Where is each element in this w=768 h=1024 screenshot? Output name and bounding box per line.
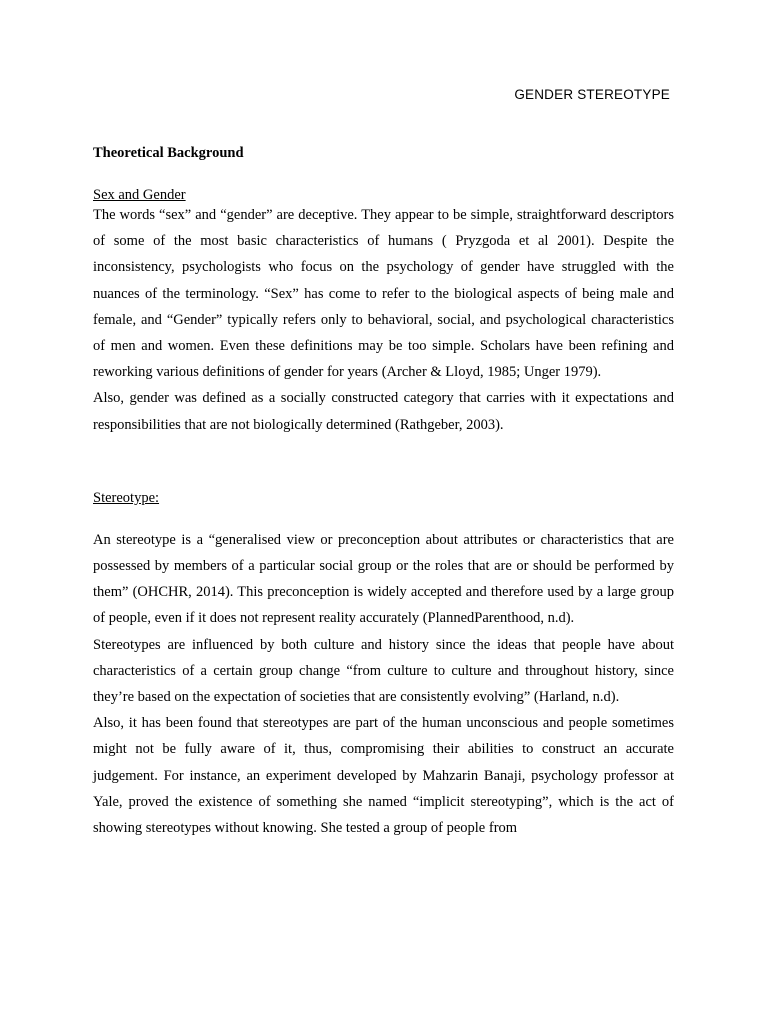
- paragraph-sex-gender-definitions: The words “sex” and “gender” are deceptive. They appear to be simple, straightforward descriptors of some of the most basic characteristics of humans ( Pryzgoda et al 2001). Despite the inconsistency, psychologists who focus on the psychology of gender have struggled with the nuances of the terminology. “Sex” has come to refer to the biological aspects of being male and female, and “Gender” typically refers only to behavioral, social, and psychological characteristics of men and women. Even these definitions may be too simple. Scholars have been refining and reworking various definitions of gender for years (Archer & Lloyd, 1985; Unger 1979).: [93, 207, 674, 381]
- paragraph-stereotype-culture-history: Stereotypes are influenced by both culture and history since the ideas that people have about characteristics of a certain group change “from culture to culture and throughout history, since they’re based on the expectation of societies that are consistently evolving” (Harland, n.d).: [93, 636, 674, 706]
- section-title: Theoretical Background: [93, 145, 244, 161]
- paragraph-implicit-stereotyping: Also, it has been found that stereotypes are part of the human unconscious and people sometimes might not be fully aware of it, thus, compromising their abilities to construct an accurate judgement. For instance, an experiment developed by Mahzarin Banaji, psychology professor at Yale, proved the existence of something she named “implicit stereotyping”, which is the act of showing stereotypes without knowing. She tested a group of people from: [93, 715, 674, 837]
- paragraph-stereotype-definition: An stereotype is a “generalised view or preconception about attributes or characteristics that are possessed by members of a particular social group or the roles that are or should be performed by them” (OHCHR, 2014). This preconception is widely accepted and therefore used by a large group of people, even if it does not represent reality accurately (PlannedParenthood, n.d).: [93, 531, 674, 627]
- document-body: [93, 143, 674, 841]
- running-head: GENDER STEREOTYPE: [514, 87, 670, 102]
- subsection-heading-sex-and-gender: Sex and Gender: [93, 187, 186, 203]
- subsection-heading-stereotype: Stereotype:: [93, 489, 160, 506]
- paragraph-gender-social-construct: Also, gender was defined as a socially constructed category that carries with it expectations and responsibilities that are not biologically determined (Rathgeber, 2003).: [93, 390, 674, 433]
